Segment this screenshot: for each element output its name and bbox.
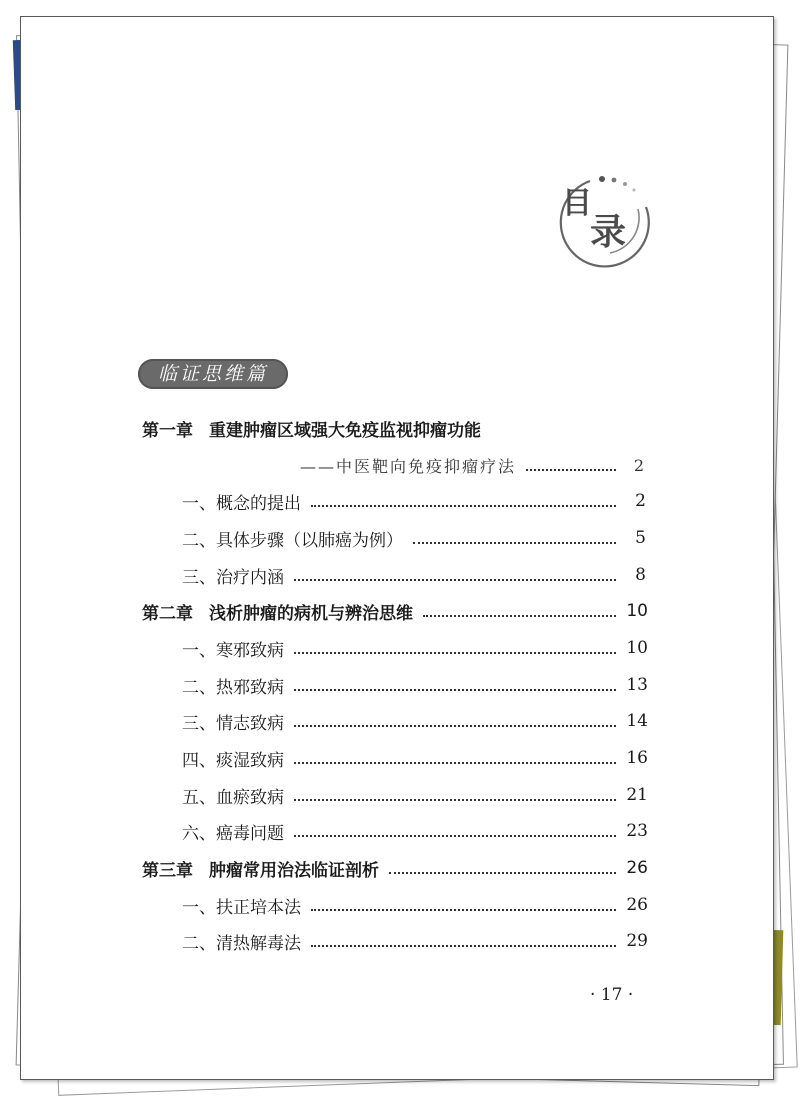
page-ref: 10 [626,638,648,658]
chapter-title: 重建肿瘤区域强大免疫监视抑瘤功能 [209,420,481,441]
dot-leader [294,650,616,654]
page-ref: 26 [626,895,648,915]
toc-entry[interactable] [182,633,648,663]
toc-entry[interactable] [182,670,648,700]
toc-chapter-1[interactable] [142,413,481,443]
section-badge: 临证思维篇 [138,359,288,389]
page-ref: 5 [635,528,646,548]
dot-leader [294,723,616,727]
chapter-number: 第一章 [142,420,193,441]
entry-title: 二、清热解毒法 [182,933,301,954]
dot-leader [423,613,616,617]
page-ref: 8 [635,565,646,585]
toc-chapter-1-subtitle[interactable] [300,450,646,480]
emblem-char-mu: 目 [562,186,592,221]
toc-chapter-2[interactable] [142,596,648,626]
toc-entry[interactable] [182,780,648,810]
toc-entry[interactable] [182,816,648,846]
toc-entry[interactable] [182,560,646,590]
page-ref: 14 [626,711,648,731]
page-ref: 2 [633,455,646,475]
page-ref: 26 [626,858,648,878]
toc-entry[interactable] [182,523,646,553]
toc-chapter-3[interactable] [142,853,648,883]
dot-leader [294,687,616,691]
emblem-char-lu: 录 [590,212,627,253]
entry-title: 三、治疗内涵 [182,567,284,588]
page-ref: 29 [626,931,648,951]
page-ref: 23 [626,821,648,841]
chapter-number: 第二章 [142,603,193,624]
entry-title: 四、痰湿致病 [182,750,284,771]
toc-entry[interactable] [182,926,648,956]
page-number: · 17 · [590,985,634,1005]
page-ref: 2 [635,491,646,511]
entry-title: 五、血瘀致病 [182,787,284,808]
toc-entry[interactable] [182,890,648,920]
page-ref: 10 [626,601,648,621]
entry-title: 二、热邪致病 [182,677,284,698]
dot-leader [294,797,616,801]
toc-entry[interactable] [182,743,648,773]
dot-leader [311,943,616,947]
page-ref: 21 [626,785,648,805]
dot-leader [294,760,616,764]
entry-title: 一、寒邪致病 [182,640,284,661]
chapter-number: 第三章 [142,860,193,881]
entry-title: 六、癌毒问题 [182,823,284,844]
entry-title: 一、扶正培本法 [182,897,301,918]
dot-leader [311,907,616,911]
dot-leader [294,833,616,837]
entry-title: 一、概念的提出 [182,493,301,514]
dot-leader [294,577,616,581]
chapter-title: 浅析肿瘤的病机与辨治思维 [209,603,413,624]
chapter-subtitle: ——中医靶向免疫抑瘤疗法 [300,456,517,476]
dot-leader [413,540,616,544]
page-ref: 13 [626,675,648,695]
toc-entry[interactable] [182,486,646,516]
dot-leader [311,503,616,507]
toc-entry[interactable] [182,706,648,736]
entry-title: 三、情志致病 [182,713,284,734]
chapter-title: 肿瘤常用治法临证剖析 [209,860,379,881]
dot-leader [389,870,616,874]
entry-title: 二、具体步骤（以肺癌为例） [182,530,403,551]
dot-leader [526,467,616,471]
page-ref: 16 [626,748,648,768]
